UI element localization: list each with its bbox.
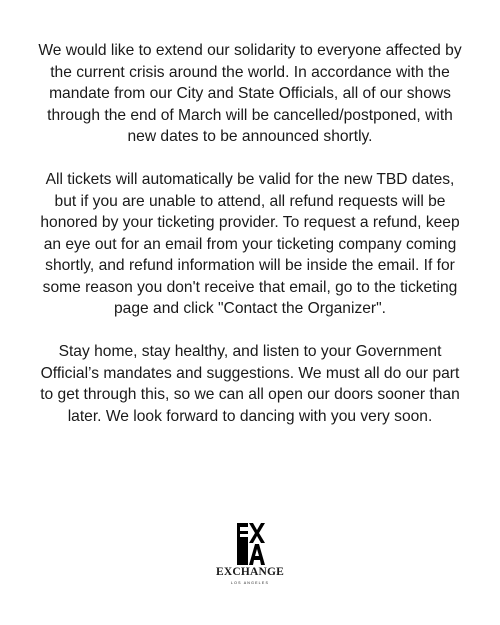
exchange-monogram-icon: [234, 522, 266, 566]
refund-paragraph: All tickets will automatically be valid for the new TBD dates, but if you are unable to attend, all refund requests will be honored by your ticketing provider. To request a refund, keep an eye out for an email from your ticketing company coming shortly, and refund information will be inside the email. If for some reason you don't receive that email, go to the ticketing page and click "Contact the Organizer".: [40, 171, 460, 317]
logo-location: LOS ANGELES: [230, 581, 270, 585]
exchange-logo: [210, 522, 290, 597]
solidarity-paragraph: We would like to extend our solidarity to everyone affected by the current crisis around the world. In accordance with the mandate from our City and State Officials, all of our shows through the end of March will be cancelled/postponed, with new dates to be announced shortly.: [38, 42, 462, 145]
announcement-body: [34, 40, 466, 427]
closing-paragraph: Stay home, stay healthy, and listen to your Government Official’s mandates and suggestions. We must all do our part to get through this, so we can all open our doors sooner than later. We look forward to dancing with you very soon.: [40, 343, 460, 425]
logo-wordmark: EXCHANGE: [215, 566, 285, 578]
